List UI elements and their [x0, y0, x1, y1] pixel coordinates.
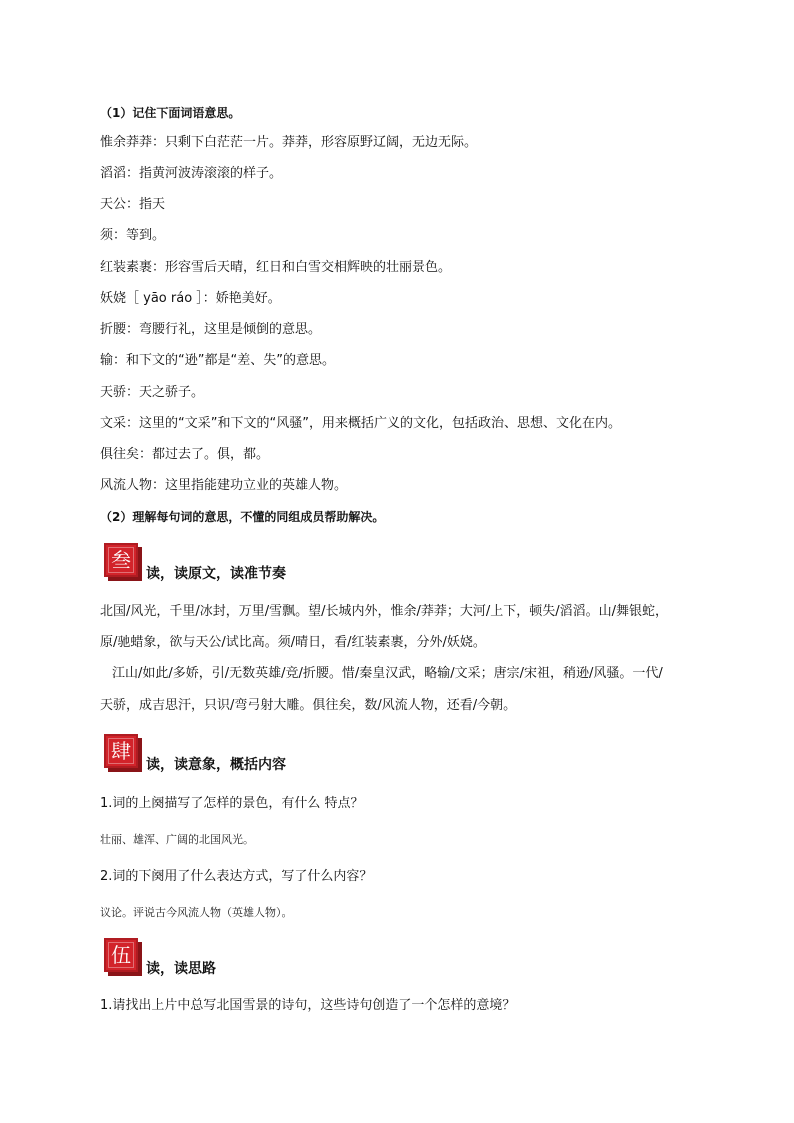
poem-line: 天骄，成吉思汗，只识/弯弓射大雕。俱往矣，数/风流人物，还看/今朝。: [100, 698, 517, 713]
vocab-heading-2: （2）理解每句词的意思，不懂的同组成员帮助解决。: [100, 510, 385, 524]
answer-1: 壮丽、雄浑、广阔的北国风光。: [100, 833, 254, 846]
vocab-heading: （1）记住下面词语意思。: [100, 106, 241, 120]
question-5-1: 1.请找出上片中总写北国雪景的诗句，这些诗句创造了一个怎样的意境？: [100, 998, 516, 1013]
section-3-badge: 叁: [104, 543, 138, 577]
vocab-item: 惟余莽莽：只剩下白茫茫一片。莽莽，形容原野辽阔，无边无际。: [100, 135, 478, 150]
vocab-item: 天公：指天: [100, 197, 166, 212]
section-5-badge: 伍: [104, 938, 138, 972]
section-4-badge: 肆: [104, 734, 138, 768]
vocab-item: 妖娆［ yāo ráo ］：娇艳美好。: [100, 291, 281, 306]
vocab-item: 折腰：弯腰行礼，这里是倾倒的意思。: [100, 322, 322, 337]
vocab-item: 输：和下文的“逊”都是“差、失”的意思。: [100, 353, 335, 368]
vocab-item: 红装素裹：形容雪后天晴，红日和白雪交相辉映的壮丽景色。: [100, 260, 452, 275]
section-4-title: 读，读意象，概括内容: [146, 757, 286, 773]
vocab-item: 俱往矣：都过去了。俱，都。: [100, 447, 270, 462]
poem-line: 北国/风光，千里/冰封，万里/雪飘。望/长城内外，惟余/莽莽；大河/上下，顿失/滔滔。山/舞银蛇，: [100, 604, 669, 619]
section-5-title: 读，读思路: [146, 961, 216, 977]
vocab-item: 天骄：天之骄子。: [100, 385, 205, 400]
question-2: 2.词的下阕用了什么表达方式，写了什么内容？: [100, 869, 373, 884]
answer-2: 议论。评说古今风流人物（英雄人物）。: [100, 906, 293, 919]
poem-line: 原/驰蜡象，欲与天公/试比高。须/晴日，看/红装素裹，分外/妖娆。: [100, 635, 486, 650]
section-3-title: 读，读原文，读准节奏: [146, 566, 286, 582]
question-1: 1.词的上阕描写了怎样的景色，有什么 特点？: [100, 796, 364, 811]
poem-line: 江山/如此/多娇，引/无数英雄/竞/折腰。惜/秦皇汉武，略输/文采；唐宗/宋祖，稍逊/风骚。一代/: [112, 666, 663, 681]
vocab-item: 文采：这里的“文采”和下文的“风骚”，用来概括广义的文化，包括政治、思想、文化在内。: [100, 416, 621, 431]
vocab-item: 风流人物：这里指能建功立业的英雄人物。: [100, 478, 348, 493]
vocab-item: 须：等到。: [100, 228, 166, 243]
vocab-item: 滔滔：指黄河波涛滚滚的样子。: [100, 166, 283, 181]
